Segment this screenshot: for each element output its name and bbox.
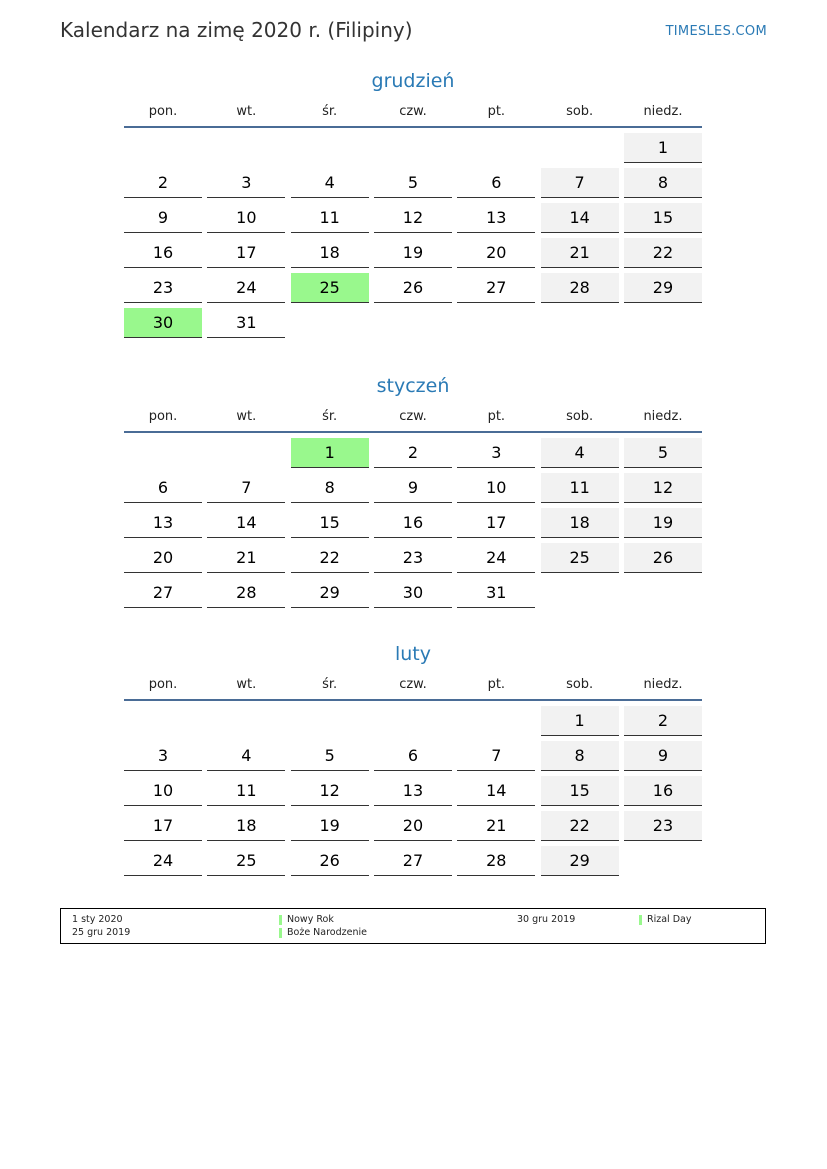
- weekend-day-cell: 9: [624, 741, 702, 771]
- day-cell: 4: [291, 168, 369, 198]
- weekday-label: wt.: [236, 104, 257, 119]
- legend-name-text: Boże Narodzenie: [287, 927, 367, 938]
- weekday-label: śr.: [322, 104, 338, 119]
- holiday-day-cell: 30: [124, 308, 202, 338]
- empty-cell: [207, 133, 285, 163]
- day-cell: 13: [457, 203, 535, 233]
- weekend-day-cell: 5: [624, 438, 702, 468]
- legend-name-text: Rizal Day: [647, 914, 692, 925]
- day-cell: 30: [374, 578, 452, 608]
- day-cell: 17: [457, 508, 535, 538]
- weekday-label: sob.: [566, 677, 594, 692]
- empty-cell: [124, 438, 202, 468]
- day-cell: 3: [457, 438, 535, 468]
- day-cell: 31: [207, 308, 285, 338]
- weekday-label: śr.: [322, 677, 338, 692]
- weekend-day-cell: 29: [541, 846, 619, 876]
- weekend-day-cell: 21: [541, 238, 619, 268]
- month-february: [124, 641, 702, 876]
- day-cell: 3: [207, 168, 285, 198]
- day-cell: 6: [374, 741, 452, 771]
- weekend-day-cell: 15: [624, 203, 702, 233]
- weekday-label: niedz.: [643, 104, 683, 119]
- legend-date: 25 gru 2019: [72, 927, 131, 938]
- brand-link[interactable]: TIMESLES.COM: [665, 24, 767, 39]
- weekday-label: pon.: [148, 104, 178, 119]
- month-january: [124, 373, 702, 608]
- legend-date: 1 sty 2020: [72, 914, 123, 925]
- day-cell: 17: [207, 238, 285, 268]
- legend-holiday-name: [279, 927, 367, 938]
- empty-cell: [124, 133, 202, 163]
- legend-holiday-name: [639, 914, 691, 925]
- weekday-header: [124, 675, 702, 701]
- weekday-label: czw.: [399, 409, 427, 424]
- day-cell: 2: [124, 168, 202, 198]
- empty-cell: [374, 133, 452, 163]
- weekend-day-cell: 28: [541, 273, 619, 303]
- day-cell: 9: [374, 473, 452, 503]
- day-cell: 3: [124, 741, 202, 771]
- weekend-day-cell: 16: [624, 776, 702, 806]
- day-cell: 16: [374, 508, 452, 538]
- empty-cell: [541, 133, 619, 163]
- day-cell: 26: [291, 846, 369, 876]
- day-cell: 20: [457, 238, 535, 268]
- weekend-day-cell: 15: [541, 776, 619, 806]
- weekend-day-cell: 18: [541, 508, 619, 538]
- day-cell: 28: [457, 846, 535, 876]
- day-cell: 13: [374, 776, 452, 806]
- page-title: Kalendarz na zimę 2020 r. (Filipiny): [60, 18, 413, 42]
- legend-date: 30 gru 2019: [517, 914, 576, 925]
- weekday-label: pt.: [487, 104, 506, 119]
- weekend-day-cell: 19: [624, 508, 702, 538]
- days-grid: [124, 706, 702, 876]
- day-cell: 25: [207, 846, 285, 876]
- weekday-label: pon.: [148, 677, 178, 692]
- day-cell: 27: [374, 846, 452, 876]
- day-cell: 29: [291, 578, 369, 608]
- day-cell: 20: [124, 543, 202, 573]
- weekday-label: pt.: [487, 409, 506, 424]
- day-cell: 15: [291, 508, 369, 538]
- weekend-day-cell: 29: [624, 273, 702, 303]
- empty-cell: [457, 133, 535, 163]
- holiday-day-cell: 1: [291, 438, 369, 468]
- weekday-header: [124, 407, 702, 433]
- day-cell: 19: [374, 238, 452, 268]
- day-cell: 2: [374, 438, 452, 468]
- day-cell: 18: [207, 811, 285, 841]
- holiday-legend: [60, 908, 766, 944]
- weekday-label: czw.: [399, 677, 427, 692]
- day-cell: 8: [291, 473, 369, 503]
- day-cell: 21: [207, 543, 285, 573]
- holiday-color-marker: [279, 928, 282, 938]
- weekday-label: wt.: [236, 409, 257, 424]
- weekday-label: niedz.: [643, 409, 683, 424]
- weekend-day-cell: 7: [541, 168, 619, 198]
- empty-cell: [207, 438, 285, 468]
- day-cell: 10: [207, 203, 285, 233]
- day-cell: 13: [124, 508, 202, 538]
- day-cell: 24: [457, 543, 535, 573]
- day-cell: 23: [374, 543, 452, 573]
- weekend-day-cell: 23: [624, 811, 702, 841]
- month-name: luty: [394, 643, 431, 665]
- empty-cell: [291, 133, 369, 163]
- weekday-label: pon.: [148, 409, 178, 424]
- weekday-label: niedz.: [643, 677, 683, 692]
- day-cell: 11: [291, 203, 369, 233]
- day-cell: 10: [457, 473, 535, 503]
- empty-cell: [124, 706, 202, 736]
- weekend-day-cell: 8: [624, 168, 702, 198]
- day-cell: 26: [374, 273, 452, 303]
- weekend-day-cell: 22: [624, 238, 702, 268]
- day-cell: 23: [124, 273, 202, 303]
- weekday-label: sob.: [566, 104, 594, 119]
- weekend-day-cell: 2: [624, 706, 702, 736]
- day-cell: 5: [374, 168, 452, 198]
- holiday-color-marker: [279, 915, 282, 925]
- days-grid: [124, 438, 702, 608]
- empty-cell: [457, 706, 535, 736]
- day-cell: 6: [457, 168, 535, 198]
- day-cell: 24: [207, 273, 285, 303]
- weekend-day-cell: 26: [624, 543, 702, 573]
- month-december: [124, 68, 702, 338]
- day-cell: 14: [207, 508, 285, 538]
- day-cell: 21: [457, 811, 535, 841]
- weekend-day-cell: 1: [541, 706, 619, 736]
- day-cell: 7: [207, 473, 285, 503]
- day-cell: 24: [124, 846, 202, 876]
- day-cell: 22: [291, 543, 369, 573]
- weekend-day-cell: 8: [541, 741, 619, 771]
- day-cell: 16: [124, 238, 202, 268]
- weekday-label: pt.: [487, 677, 506, 692]
- empty-cell: [374, 706, 452, 736]
- weekday-header: [124, 102, 702, 128]
- day-cell: 7: [457, 741, 535, 771]
- day-cell: 12: [291, 776, 369, 806]
- weekday-label: sob.: [566, 409, 594, 424]
- day-cell: 27: [457, 273, 535, 303]
- day-cell: 17: [124, 811, 202, 841]
- day-cell: 4: [207, 741, 285, 771]
- empty-cell: [291, 706, 369, 736]
- day-cell: 11: [207, 776, 285, 806]
- holiday-color-marker: [639, 915, 642, 925]
- weekday-label: wt.: [236, 677, 257, 692]
- day-cell: 31: [457, 578, 535, 608]
- days-grid: [124, 133, 702, 338]
- weekday-label: śr.: [322, 409, 338, 424]
- month-name: styczeń: [376, 375, 450, 397]
- day-cell: 19: [291, 811, 369, 841]
- month-name: grudzień: [371, 70, 455, 92]
- legend-holiday-name: [279, 914, 334, 925]
- weekend-day-cell: 4: [541, 438, 619, 468]
- weekday-label: czw.: [399, 104, 427, 119]
- weekend-day-cell: 14: [541, 203, 619, 233]
- day-cell: 20: [374, 811, 452, 841]
- day-cell: 27: [124, 578, 202, 608]
- weekend-day-cell: 22: [541, 811, 619, 841]
- day-cell: 12: [374, 203, 452, 233]
- day-cell: 9: [124, 203, 202, 233]
- weekend-day-cell: 12: [624, 473, 702, 503]
- day-cell: 18: [291, 238, 369, 268]
- day-cell: 10: [124, 776, 202, 806]
- day-cell: 5: [291, 741, 369, 771]
- weekend-day-cell: 1: [624, 133, 702, 163]
- day-cell: 6: [124, 473, 202, 503]
- legend-name-text: Nowy Rok: [287, 914, 334, 925]
- holiday-day-cell: 25: [291, 273, 369, 303]
- weekend-day-cell: 25: [541, 543, 619, 573]
- day-cell: 14: [457, 776, 535, 806]
- weekend-day-cell: 11: [541, 473, 619, 503]
- empty-cell: [207, 706, 285, 736]
- day-cell: 28: [207, 578, 285, 608]
